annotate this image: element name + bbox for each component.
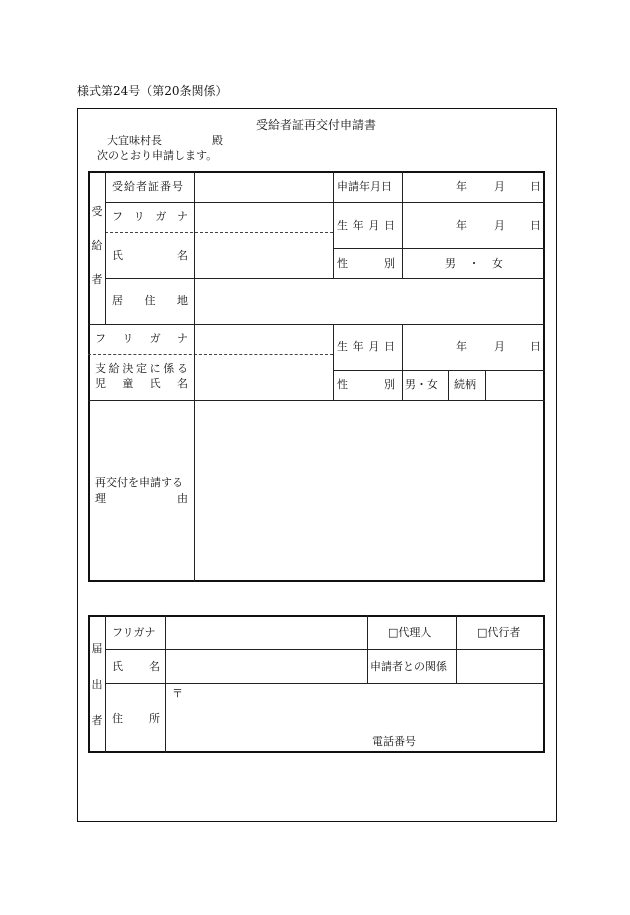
- recipient-birth-label: 生 年 月 日: [337, 219, 395, 232]
- birth-year-unit: 年: [456, 219, 467, 232]
- notifier-furigana-field[interactable]: [167, 617, 365, 648]
- apply-date-field[interactable]: [404, 173, 543, 200]
- child-furigana-field[interactable]: [196, 326, 331, 353]
- intro-text: 次のとおり申請します。: [97, 149, 218, 162]
- honorific: 殿: [212, 134, 223, 147]
- apply-date-month-unit: 月: [494, 180, 505, 193]
- notifier-address-field[interactable]: [167, 685, 543, 751]
- cert-number-label: 受給者証番号: [112, 180, 184, 193]
- relation-to-applicant-field[interactable]: [458, 651, 543, 682]
- child-furigana-label: フ リ ガ ナ: [95, 332, 188, 345]
- apply-date-day-unit: 日: [530, 180, 541, 193]
- child-birth-day-unit: 日: [530, 340, 541, 353]
- recipient-furigana-label: フ リ ガ ナ: [112, 210, 188, 223]
- birth-day-unit: 日: [530, 219, 541, 232]
- recipient-address-field[interactable]: [196, 280, 543, 322]
- notifier-name-label: 氏 名: [112, 660, 160, 673]
- child-birth-label: 生 年 月 日: [337, 340, 395, 353]
- proxy-checkbox[interactable]: □代理人: [388, 626, 432, 639]
- reason-label-line2: 理 由: [95, 492, 188, 505]
- recipient-name-field[interactable]: [196, 234, 331, 276]
- notifier-address-label: 住 所: [112, 712, 160, 725]
- agent-checkbox[interactable]: □代行者: [477, 626, 521, 639]
- relation-to-applicant-label: 申請者との関係: [370, 660, 447, 673]
- form-title: 受給者証再交付申請書: [256, 118, 377, 132]
- recipient-sex-options[interactable]: 男 ・ 女: [445, 257, 503, 270]
- child-name-label-line1: 支 給 決 定 に 係 る: [95, 362, 188, 375]
- phone-label: 電話番号: [372, 735, 416, 748]
- recipient-group-label: 受 給 者: [91, 205, 103, 286]
- birth-month-unit: 月: [494, 219, 505, 232]
- recipient-address-label: 居 住 地: [112, 294, 188, 307]
- child-name-field[interactable]: [196, 356, 331, 398]
- recipient-sex-label: 性 別: [337, 257, 395, 270]
- reason-label-line1: 再交付を申請する: [95, 476, 183, 489]
- addressee: 大宜味村長: [107, 134, 162, 147]
- notifier-furigana-label: フリガナ: [112, 626, 156, 639]
- child-birth-field[interactable]: [404, 326, 543, 368]
- recipient-name-label: 氏 名: [112, 249, 188, 262]
- notifier-name-field[interactable]: [167, 651, 365, 682]
- child-relation-label: 続柄: [454, 378, 476, 391]
- recipient-furigana-field[interactable]: [196, 204, 331, 231]
- postal-mark: 〒: [172, 687, 183, 700]
- child-name-label-line2: 児 童 氏 名: [95, 377, 188, 390]
- apply-date-label: 申請年月日: [337, 180, 392, 193]
- child-sex-options[interactable]: 男・女: [405, 378, 438, 391]
- child-relation-field[interactable]: [487, 372, 543, 398]
- form-number: 様式第24号（第20条関係）: [77, 84, 228, 98]
- apply-date-year-unit: 年: [456, 180, 467, 193]
- notifier-group-label: 届 出 者: [91, 642, 103, 727]
- child-sex-label: 性 別: [337, 378, 395, 391]
- child-birth-year-unit: 年: [456, 340, 467, 353]
- cert-number-field[interactable]: [196, 173, 331, 200]
- child-birth-month-unit: 月: [494, 340, 505, 353]
- recipient-birth-field[interactable]: [404, 204, 543, 246]
- reason-field[interactable]: [196, 402, 543, 580]
